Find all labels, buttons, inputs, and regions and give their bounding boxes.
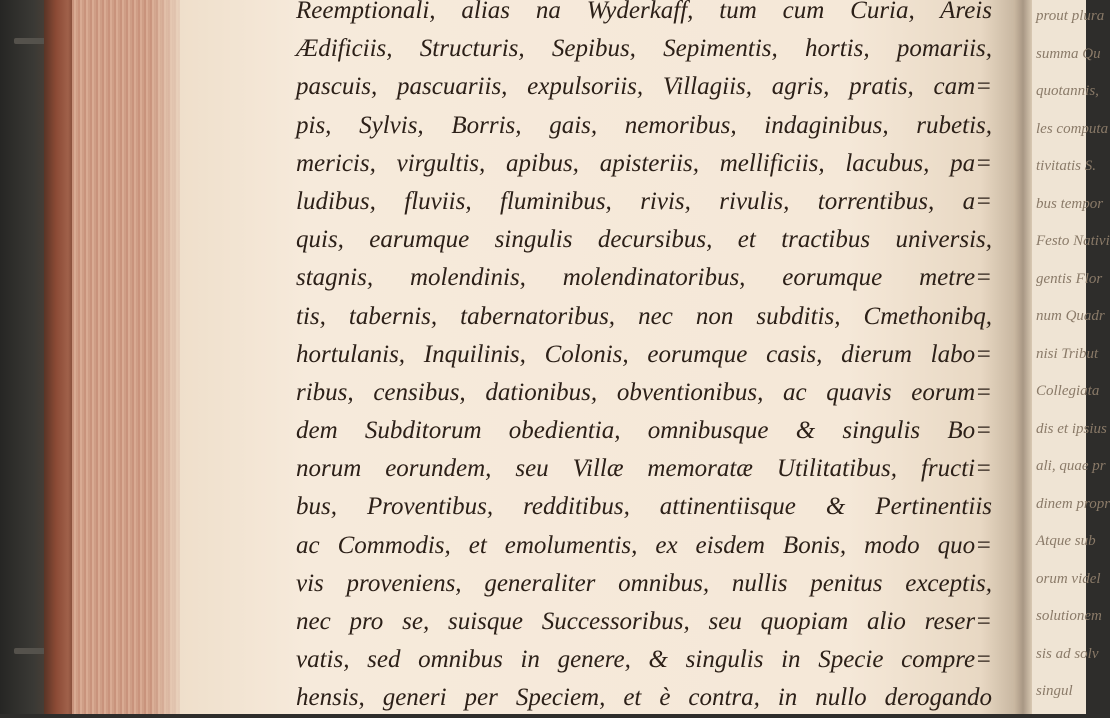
manuscript-line: pis, Sylvis, Borris, gais, nemoribus, indaginibus, rubetis, — [296, 111, 992, 139]
manuscript-line: Ædificiis, Structuris, Sepibus, Sepimentis, hortis, pomariis, — [296, 35, 992, 63]
facing-page-line: Collegiata — [1036, 383, 1100, 399]
facing-page-line: dinem propr — [1036, 495, 1110, 512]
facing-page-line: Festo Nativi — [1036, 233, 1110, 249]
manuscript-line: hensis, generi per Speciem, et è contra, in nullo derogando — [296, 684, 992, 712]
manuscript-text — [296, 0, 992, 718]
manuscript-line: pascuis, pascuariis, expulsoriis, Villagiis, agris, pratis, cam= — [296, 73, 992, 101]
manuscript-line: vis proveniens, generaliter omnibus, nullis penitus exceptis, — [296, 569, 992, 597]
facing-page-line: summa Qu — [1036, 45, 1101, 62]
manuscript-line: ac Commodis, et emolumentis, ex eisdem Bonis, modo quo= — [296, 531, 992, 559]
facing-page-line: tivitatis S. — [1036, 158, 1096, 174]
facing-page-line: gentis Flor — [1036, 270, 1103, 287]
manuscript-line: norum eorundem, seu Villæ memoratæ Utilitatibus, fructi= — [296, 455, 992, 483]
facing-page-line: bus tempor — [1036, 195, 1104, 212]
facing-page-line: num Quadr — [1036, 308, 1105, 324]
facing-page-line: nisi Tribut — [1036, 345, 1099, 362]
facing-page-line: orum videl — [1036, 570, 1101, 587]
facing-page-line: sis ad solv — [1036, 645, 1099, 662]
facing-page-line: Atque sub — [1036, 533, 1096, 549]
manuscript-line: Reemptionali, alias na Wyderkaff, tum cum Curia, Areis — [296, 0, 992, 24]
facing-page-line: singul — [1036, 683, 1073, 699]
facing-page-line: quotannis, — [1036, 83, 1099, 99]
book-cover-edge — [44, 0, 74, 714]
book-gutter — [1014, 0, 1032, 714]
manuscript-line: vatis, sed omnibus in genere, & singulis in Specie compre= — [296, 646, 992, 674]
manuscript-line: bus, Proventibus, redditibus, attinentiisque & Pertinentiis — [296, 493, 992, 521]
facing-page-line: prout plura — [1036, 8, 1105, 24]
facing-page-line: les computa — [1036, 120, 1109, 137]
book-cover — [0, 0, 48, 714]
manuscript-line: ludibus, fluviis, fluminibus, rivis, rivulis, torrentibus, a= — [296, 187, 992, 215]
facing-page — [1032, 0, 1110, 714]
manuscript-line: tis, tabernis, tabernatoribus, nec non subditis, Cmethonibq, — [296, 302, 992, 330]
manuscript-line: dem Subditorum obedientia, omnibusque & singulis Bo= — [296, 417, 992, 445]
manuscript-line: quis, earumque singulis decursibus, et tractibus universis, — [296, 226, 992, 254]
manuscript-line: ribus, censibus, dationibus, obventionibus, ac quavis eorum= — [296, 378, 992, 406]
facing-page-line: solutionem — [1036, 608, 1102, 624]
manuscript-line: nec pro se, suisque Successoribus, seu quopiam alio reser= — [296, 608, 992, 635]
facing-page-line: dis et ipsius — [1036, 420, 1107, 437]
manuscript-line: stagnis, molendinis, molendinatoribus, eorumque metre= — [296, 264, 992, 292]
facing-page-line: ali, quae pr — [1036, 458, 1106, 474]
manuscript-line: mericis, virgultis, apibus, apisteriis, mellificiis, lacubus, pa= — [296, 149, 992, 177]
manuscript-line: hortulanis, Inquilinis, Colonis, eorumque casis, dierum labo= — [296, 340, 992, 368]
